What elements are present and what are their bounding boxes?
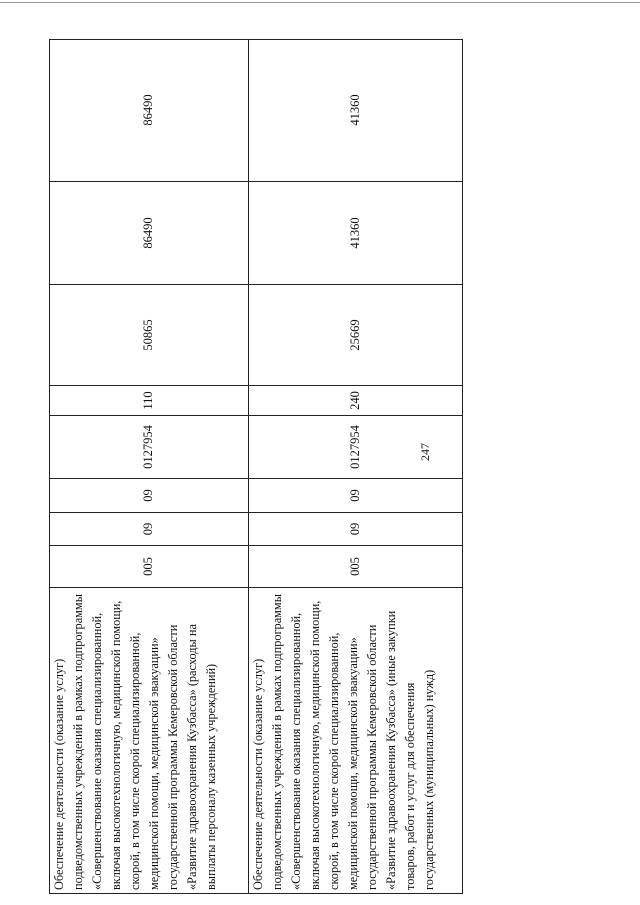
- table-row: [248, 39, 463, 894]
- department-code: 005: [248, 545, 463, 587]
- section-code: 09: [49, 512, 248, 545]
- amount-year-2: 86490: [49, 181, 248, 284]
- department-code: 005: [49, 545, 248, 587]
- target-article-code: 0127954: [49, 415, 248, 478]
- amount-year-1: 25669: [248, 284, 463, 385]
- amount-year-3: 86490: [141, 94, 155, 126]
- subsection-code: 09: [49, 478, 248, 512]
- expense-type-code: 110: [49, 385, 248, 415]
- amount-year-2: 41360: [248, 181, 463, 284]
- row-divider: [248, 39, 249, 894]
- budget-table-container: [49, 39, 640, 890]
- expense-type-code: 240: [248, 385, 463, 415]
- table-row: [49, 39, 248, 894]
- page-number: 247: [418, 443, 432, 461]
- top-scan-rule: [0, 2, 640, 3]
- budget-table: [49, 39, 463, 894]
- target-article-code: 0127954: [248, 415, 463, 478]
- row-description: Обеспечение деятельности (оказание услуг) подведомственных учреждений в рамках подпрограммы «Совершенствование оказания специализированной, включая высокотехнологичную, медицинской помощи, скорой, в том числе скорой специализированной, медицинской помощи, медицинской эвакуации» государственной программы Кемеровской области «Развитие здравоохранения Кузбасса» (расходы на выплаты персоналу казенных учреждений): [49, 587, 248, 894]
- row-description: Обеспечение деятельности (оказание услуг) подведомственных учреждений в рамках подпрограммы «Совершенствование оказания специализированной, включая высокотехнологичную, медицинской помощи, скорой, в том числе скорой специализированной, медицинской помощи, медицинской эвакуации» государственной программы Кемеровской области «Развитие здравоохранения Кузбасса» (иные закупки товаров, работ и услуг для обеспечения государственных (муниципальных) нужд): [248, 587, 463, 894]
- section-code: 09: [248, 512, 463, 545]
- subsection-code: 09: [248, 478, 463, 512]
- amount-year-1: 50865: [49, 284, 248, 385]
- amount-year-3: 41360: [348, 94, 362, 126]
